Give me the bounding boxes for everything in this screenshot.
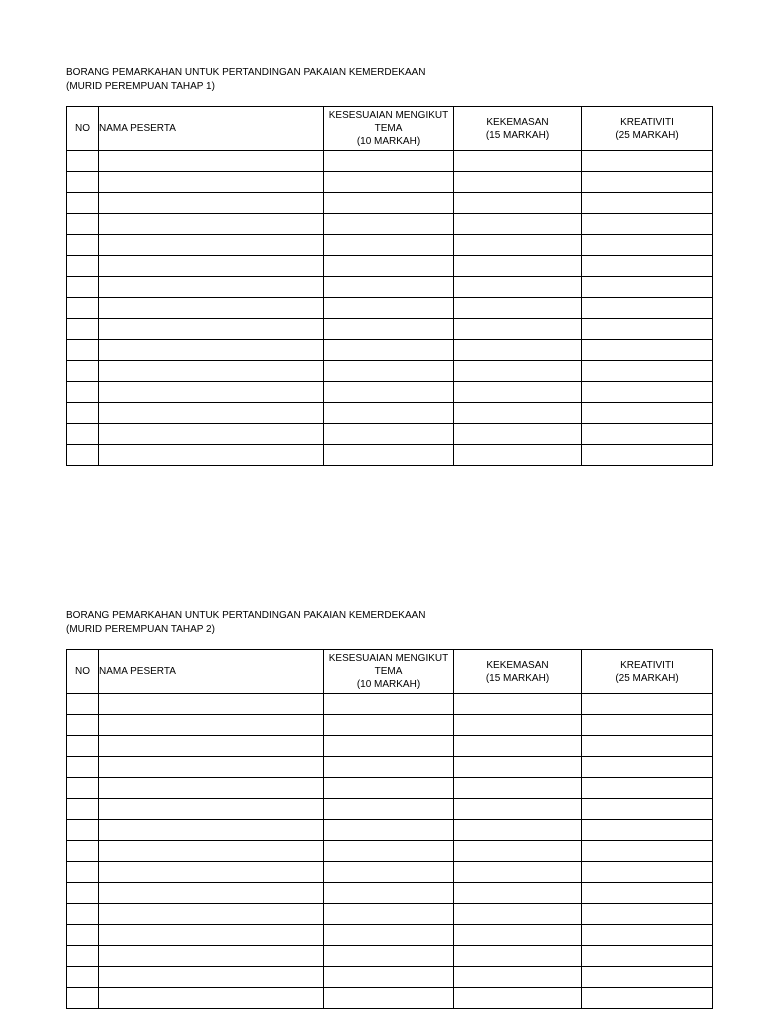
cell-name <box>99 904 324 925</box>
column-header-theme-line3: (10 MARKAH) <box>356 136 421 147</box>
table-row <box>67 946 713 967</box>
column-header-creativity-line2: (25 MARKAH) <box>615 672 679 684</box>
cell-no <box>67 256 99 277</box>
cell-name <box>99 757 324 778</box>
table-row <box>67 988 713 1009</box>
cell-theme-score <box>324 424 454 445</box>
cell-neatness-score <box>454 172 582 193</box>
cell-theme-score <box>324 841 454 862</box>
cell-no <box>67 193 99 214</box>
cell-no <box>67 904 99 925</box>
cell-name <box>99 382 324 403</box>
column-header-neatness-line2: (15 MARKAH) <box>485 672 550 684</box>
cell-neatness-score <box>454 778 582 799</box>
table-row <box>67 277 713 298</box>
table-row <box>67 403 713 424</box>
table-header-row <box>67 650 713 694</box>
form-title: BORANG PEMARKAHAN UNTUK PERTANDINGAN PAKAIAN KEMERDEKAAN <box>66 67 426 78</box>
table-body <box>67 151 713 466</box>
cell-no <box>67 736 99 757</box>
cell-theme-score <box>324 151 454 172</box>
table-row <box>67 424 713 445</box>
cell-name <box>99 298 324 319</box>
cell-creativity-score <box>582 799 713 820</box>
cell-neatness-score <box>454 298 582 319</box>
cell-name <box>99 988 324 1009</box>
column-header-neatness-line1: KEKEMASAN <box>486 659 549 671</box>
cell-creativity-score <box>582 214 713 235</box>
cell-no <box>67 403 99 424</box>
cell-neatness-score <box>454 151 582 172</box>
table-row <box>67 298 713 319</box>
cell-neatness-score <box>454 799 582 820</box>
cell-theme-score <box>324 904 454 925</box>
cell-theme-score <box>324 382 454 403</box>
cell-name <box>99 445 324 466</box>
column-header-theme <box>324 107 454 151</box>
form-heading <box>66 66 712 106</box>
table-row <box>67 235 713 256</box>
cell-creativity-score <box>582 904 713 925</box>
cell-neatness-score <box>454 946 582 967</box>
cell-name <box>99 361 324 382</box>
column-header-theme-line3: (10 MARKAH) <box>356 679 421 690</box>
cell-name <box>99 883 324 904</box>
cell-neatness-score <box>454 193 582 214</box>
column-header-neatness-line1: KEKEMASAN <box>486 116 549 128</box>
cell-theme-score <box>324 319 454 340</box>
cell-name <box>99 214 324 235</box>
table-header-row <box>67 107 713 151</box>
cell-neatness-score <box>454 424 582 445</box>
cell-theme-score <box>324 277 454 298</box>
cell-neatness-score <box>454 214 582 235</box>
cell-theme-score <box>324 403 454 424</box>
cell-no <box>67 694 99 715</box>
table-row <box>67 151 713 172</box>
table-row <box>67 172 713 193</box>
cell-theme-score <box>324 235 454 256</box>
table-row <box>67 445 713 466</box>
cell-theme-score <box>324 445 454 466</box>
cell-no <box>67 820 99 841</box>
cell-no <box>67 340 99 361</box>
column-header-no: NO <box>67 650 99 694</box>
cell-neatness-score <box>454 988 582 1009</box>
cell-theme-score <box>324 883 454 904</box>
column-header-creativity-line1: KREATIVITI <box>620 659 674 671</box>
cell-no <box>67 151 99 172</box>
cell-creativity-score <box>582 172 713 193</box>
cell-creativity-score <box>582 841 713 862</box>
column-header-creativity-line1: KREATIVITI <box>620 116 674 128</box>
scoring-form-tahap-1 <box>66 66 712 466</box>
cell-neatness-score <box>454 862 582 883</box>
cell-name <box>99 862 324 883</box>
cell-neatness-score <box>454 715 582 736</box>
column-header-theme-line1: KESESUAIAN MENGIKUT <box>328 653 449 664</box>
cell-name <box>99 319 324 340</box>
scoring-form-tahap-2 <box>66 609 712 1009</box>
cell-neatness-score <box>454 883 582 904</box>
table-row <box>67 256 713 277</box>
table-row <box>67 904 713 925</box>
table-row <box>67 340 713 361</box>
cell-no <box>67 235 99 256</box>
table-row <box>67 193 713 214</box>
cell-creativity-score <box>582 778 713 799</box>
cell-no <box>67 988 99 1009</box>
cell-no <box>67 715 99 736</box>
cell-creativity-score <box>582 757 713 778</box>
cell-name <box>99 193 324 214</box>
cell-creativity-score <box>582 319 713 340</box>
cell-theme-score <box>324 988 454 1009</box>
cell-creativity-score <box>582 862 713 883</box>
cell-no <box>67 862 99 883</box>
cell-neatness-score <box>454 277 582 298</box>
cell-neatness-score <box>454 361 582 382</box>
table-row <box>67 715 713 736</box>
column-header-no: NO <box>67 107 99 151</box>
cell-theme-score <box>324 193 454 214</box>
cell-name <box>99 799 324 820</box>
cell-theme-score <box>324 778 454 799</box>
cell-name <box>99 424 324 445</box>
cell-theme-score <box>324 172 454 193</box>
score-table <box>66 106 713 466</box>
table-row <box>67 778 713 799</box>
table-row <box>67 967 713 988</box>
cell-creativity-score <box>582 883 713 904</box>
table-row <box>67 883 713 904</box>
cell-creativity-score <box>582 820 713 841</box>
cell-theme-score <box>324 340 454 361</box>
table-row <box>67 799 713 820</box>
cell-neatness-score <box>454 736 582 757</box>
cell-neatness-score <box>454 319 582 340</box>
cell-creativity-score <box>582 193 713 214</box>
cell-no <box>67 883 99 904</box>
cell-name <box>99 820 324 841</box>
cell-theme-score <box>324 361 454 382</box>
cell-no <box>67 319 99 340</box>
cell-neatness-score <box>454 757 582 778</box>
table-row <box>67 736 713 757</box>
cell-creativity-score <box>582 382 713 403</box>
column-header-theme-line1: KESESUAIAN MENGIKUT <box>328 110 449 121</box>
cell-theme-score <box>324 214 454 235</box>
cell-creativity-score <box>582 151 713 172</box>
cell-no <box>67 298 99 319</box>
form-title: BORANG PEMARKAHAN UNTUK PERTANDINGAN PAKAIAN KEMERDEKAAN <box>66 610 426 621</box>
cell-theme-score <box>324 925 454 946</box>
cell-neatness-score <box>454 967 582 988</box>
cell-creativity-score <box>582 340 713 361</box>
cell-creativity-score <box>582 277 713 298</box>
cell-theme-score <box>324 967 454 988</box>
column-header-theme-line2: TEMA <box>374 123 403 134</box>
column-header-creativity <box>582 650 713 694</box>
table-row <box>67 361 713 382</box>
table-row <box>67 214 713 235</box>
cell-theme-score <box>324 694 454 715</box>
cell-creativity-score <box>582 445 713 466</box>
cell-neatness-score <box>454 256 582 277</box>
cell-theme-score <box>324 298 454 319</box>
cell-no <box>67 946 99 967</box>
cell-creativity-score <box>582 736 713 757</box>
form-subtitle: (MURID PEREMPUAN TAHAP 1) <box>66 81 215 92</box>
cell-theme-score <box>324 799 454 820</box>
cell-no <box>67 925 99 946</box>
cell-no <box>67 841 99 862</box>
cell-name <box>99 172 324 193</box>
cell-theme-score <box>324 256 454 277</box>
table-row <box>67 841 713 862</box>
cell-neatness-score <box>454 403 582 424</box>
cell-theme-score <box>324 862 454 883</box>
cell-no <box>67 424 99 445</box>
cell-neatness-score <box>454 235 582 256</box>
column-header-neatness <box>454 650 582 694</box>
table-row <box>67 862 713 883</box>
cell-neatness-score <box>454 820 582 841</box>
cell-theme-score <box>324 736 454 757</box>
cell-name <box>99 925 324 946</box>
cell-no <box>67 214 99 235</box>
cell-creativity-score <box>582 298 713 319</box>
cell-creativity-score <box>582 925 713 946</box>
cell-creativity-score <box>582 988 713 1009</box>
cell-no <box>67 799 99 820</box>
cell-name <box>99 946 324 967</box>
table-row <box>67 319 713 340</box>
cell-no <box>67 382 99 403</box>
cell-name <box>99 235 324 256</box>
cell-neatness-score <box>454 340 582 361</box>
cell-no <box>67 445 99 466</box>
table-row <box>67 820 713 841</box>
column-header-creativity <box>582 107 713 151</box>
cell-name <box>99 841 324 862</box>
cell-theme-score <box>324 820 454 841</box>
cell-theme-score <box>324 946 454 967</box>
cell-name <box>99 340 324 361</box>
table-row <box>67 382 713 403</box>
column-header-name: NAMA PESERTA <box>99 107 324 151</box>
cell-no <box>67 757 99 778</box>
cell-creativity-score <box>582 946 713 967</box>
column-header-neatness <box>454 107 582 151</box>
cell-creativity-score <box>582 403 713 424</box>
cell-creativity-score <box>582 424 713 445</box>
table-row <box>67 694 713 715</box>
cell-name <box>99 778 324 799</box>
cell-name <box>99 151 324 172</box>
cell-name <box>99 403 324 424</box>
cell-neatness-score <box>454 904 582 925</box>
cell-name <box>99 277 324 298</box>
column-header-neatness-line2: (15 MARKAH) <box>485 129 550 141</box>
column-header-theme-line2: TEMA <box>374 666 403 677</box>
cell-name <box>99 256 324 277</box>
cell-no <box>67 967 99 988</box>
column-header-creativity-line2: (25 MARKAH) <box>615 129 679 141</box>
table-body <box>67 694 713 1009</box>
form-heading <box>66 609 712 649</box>
cell-no <box>67 172 99 193</box>
score-table <box>66 649 713 1009</box>
cell-creativity-score <box>582 235 713 256</box>
cell-neatness-score <box>454 694 582 715</box>
cell-creativity-score <box>582 967 713 988</box>
cell-theme-score <box>324 757 454 778</box>
cell-name <box>99 736 324 757</box>
cell-creativity-score <box>582 361 713 382</box>
cell-creativity-score <box>582 715 713 736</box>
cell-neatness-score <box>454 925 582 946</box>
cell-name <box>99 694 324 715</box>
cell-neatness-score <box>454 382 582 403</box>
form-subtitle: (MURID PEREMPUAN TAHAP 2) <box>66 624 215 635</box>
column-header-theme <box>324 650 454 694</box>
cell-creativity-score <box>582 694 713 715</box>
table-row <box>67 925 713 946</box>
cell-neatness-score <box>454 841 582 862</box>
cell-neatness-score <box>454 445 582 466</box>
cell-no <box>67 277 99 298</box>
cell-name <box>99 715 324 736</box>
cell-theme-score <box>324 715 454 736</box>
cell-name <box>99 967 324 988</box>
column-header-name: NAMA PESERTA <box>99 650 324 694</box>
table-row <box>67 757 713 778</box>
cell-no <box>67 778 99 799</box>
cell-no <box>67 361 99 382</box>
cell-creativity-score <box>582 256 713 277</box>
